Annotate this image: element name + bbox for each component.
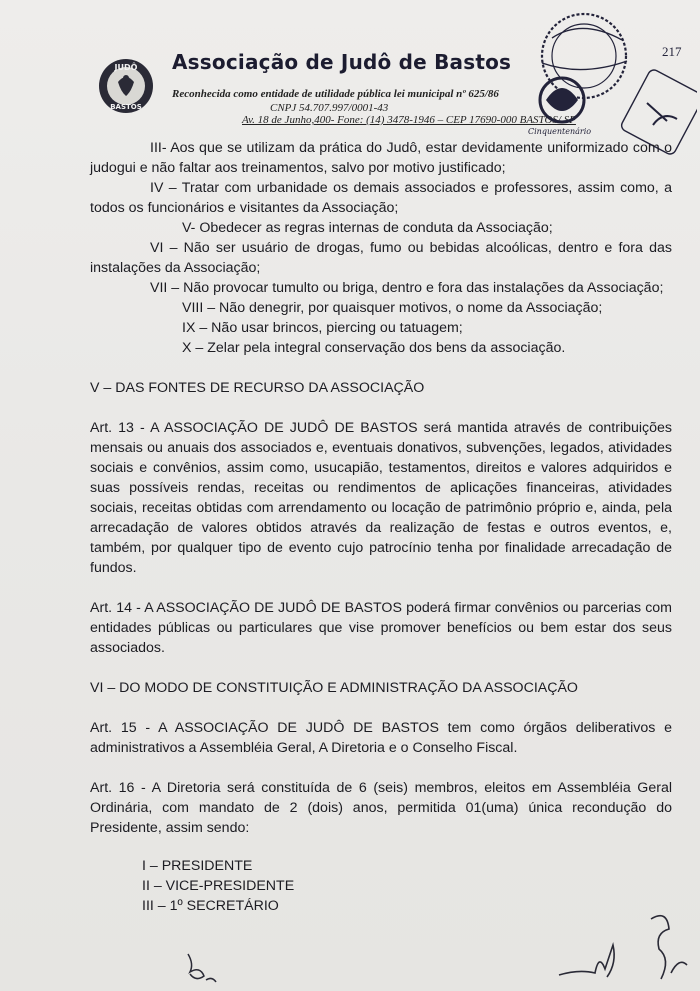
cnpj-line: CNPJ 54.707.997/0001-43 [270,102,389,114]
board-position: I – PRESIDENTE [142,858,253,874]
duty-item: IX – Não usar brincos, piercing ou tatuagem; [182,320,463,336]
svg-text:217: 217 [662,44,682,59]
duty-item: III- Aos que se utilizam da prática do Judô, estar devidamente uniformizado com o judogui e não faltar aos treinamentos, salvo por motivo justificado; [90,140,672,176]
article-16: Art. 16 - A Diretoria será constituída de 6 (seis) membros, eleitos em Assembléia Geral Ordinária, com mandato de 2 (dois) anos, permitida 01(uma) única recondução do Presidente, assim sendo: [90,780,672,836]
duty-item: VI – Não ser usuário de drogas, fumo ou bebidas alcoólicas, dentro e fora das instalações da Associação; [90,240,672,276]
duty-item: VIII – Não denegrir, por quaisquer motivos, o nome da Associação; [182,300,603,316]
svg-text:JUDÔ: JUDÔ [114,63,138,72]
duty-item: V- Obedecer as regras internas de conduta da Associação; [182,220,553,236]
initials-signature [180,950,220,986]
svg-text:Cinquentenário: Cinquentenário [528,127,592,136]
article-14: Art. 14 - A ASSOCIAÇÃO DE JUDÔ DE BASTOS poderá firmar convênios ou parcerias com entidades públicas ou particulares que vise promover benefícios ou bem estar dos seus associados. [90,600,672,656]
letterhead [0,0,700,136]
statute-body [90,138,672,916]
address-line: Av. 18 de Junho,400- Fone: (14) 3478-1946 – CEP 17690-000 BASTOS/ SP [242,114,576,126]
board-position: III – 1º SECRETÁRIO [142,898,279,914]
article-13: Art. 13 - A ASSOCIAÇÃO DE JUDÔ DE BASTOS será mantida através de contribuições mensais ou anuais dos associados e, eventuais donativos, subvenções, legados, atividades sociais e convênios, assim como, usucapião, testamentos, direitos e valores adquiridos e suas possíveis rendas, receitas ou rendimentos de aplicações financeiras, atividades sociais, receitas obtidas com arrendamento ou locação de patrimônio próprio e, ainda, pela arrecadação de valores obtidos através da realização de festas e outros eventos, e, também, por qualquer tipo de evento cujo patrocínio tenha por finalidade arrecadação de fundos. [90,420,672,576]
duty-item: X – Zelar pela integral conservação dos bens da associação. [182,340,566,356]
section-vi-title: VI – DO MODO DE CONSTITUIÇÃO E ADMINISTRAÇÃO DA ASSOCIAÇÃO [90,680,578,696]
duties-list [90,138,672,358]
notary-stamp [512,8,697,158]
association-title: Associação de Judô de Bastos [172,50,512,74]
duty-item: IV – Tratar com urbanidade os demais associados e professores, assim como, a todos os funcionários e visitantes da Associação; [90,180,672,216]
judo-logo [96,56,156,116]
board-position: II – VICE-PRESIDENTE [142,878,295,894]
duty-item: VII – Não provocar tumulto ou briga, dentro e fora das instalações da Associação; [150,280,664,296]
section-v-title: V – DAS FONTES DE RECURSO DA ASSOCIAÇÃO [90,380,425,396]
public-utility-line: Reconhecida como entidade de utilidade pública lei municipal nº 625/86 [172,88,499,100]
svg-text:BASTOS: BASTOS [110,103,142,111]
signatures [555,905,695,991]
article-15: Art. 15 - A ASSOCIAÇÃO DE JUDÔ DE BASTOS tem como órgãos deliberativos e administrativos a Assembléia Geral, A Diretoria e o Conselho Fiscal. [90,720,672,756]
